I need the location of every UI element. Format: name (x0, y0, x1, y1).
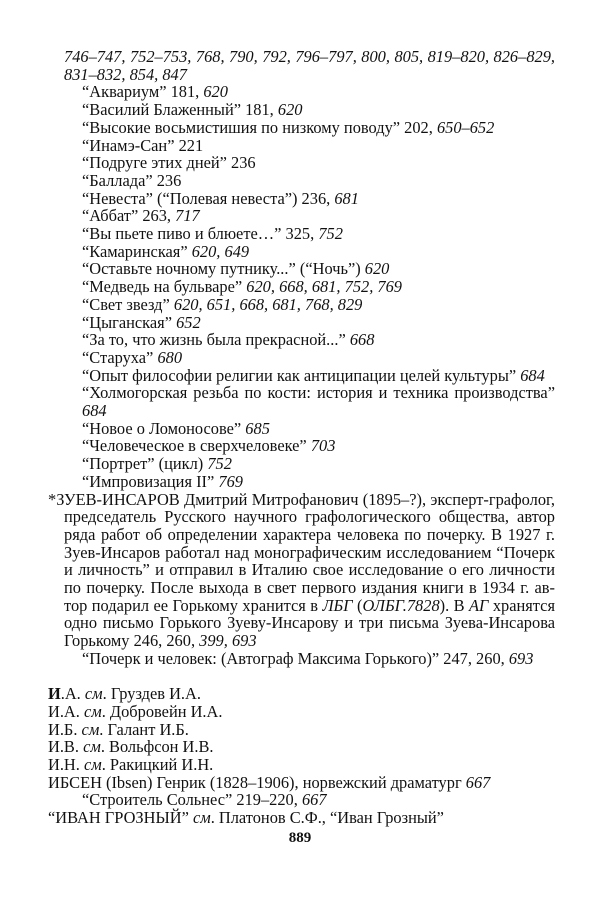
page-reference-italic: 684 (82, 401, 107, 420)
index-text: и личность” и отправил в Италию свое исследование о его личности (64, 560, 555, 580)
index-text: ряда работ об определении характера человека по почерку. В 1927 г. (64, 524, 555, 544)
index-text: “Опыт философии религии как антиципации целей культуры” (82, 365, 521, 385)
index-text: “Василий Блаженный” 181, (82, 100, 278, 120)
index-line (48, 668, 555, 685)
index-line (82, 473, 555, 490)
index-text: председатель Русского научного графологического общества, автор (64, 507, 555, 527)
index-text: И.Н. (48, 755, 84, 774)
index-line (82, 225, 555, 242)
index-line (64, 579, 555, 596)
index-text: . Галант И.Б. (99, 719, 189, 739)
index-text: *ЗУЕВ-ИНСАРОВ Дмитрий Митрофанович (1895–?), эксперт-графолог, (48, 489, 555, 509)
page-reference-italic: 620, 649 (191, 241, 250, 261)
page-reference-italic: см (83, 737, 101, 757)
index-text: Горькому 246, 260, (64, 631, 200, 651)
index-line (48, 738, 555, 755)
index-text: ИБСЕН (Ibsen) Генрик (1828–1906), норвежский драматург (48, 772, 466, 792)
index-text: . Добровейн И.А. (101, 701, 223, 721)
index-text: Зуев-Инсаров работал над монографическим исследованием “Почерк (64, 542, 555, 562)
index-text: “Старуха” (82, 347, 158, 367)
page-reference-italic: 652 (176, 312, 201, 332)
index-line (82, 437, 555, 454)
page-reference-italic: 831–832, 854, 847 (64, 64, 187, 84)
index-line (82, 349, 555, 366)
index-line (64, 597, 555, 614)
index-line (64, 544, 555, 561)
index-line (48, 685, 555, 702)
index-line (64, 632, 555, 649)
index-line (64, 48, 555, 65)
page-reference-italic: 667 (301, 790, 327, 810)
page-reference-italic: 685 (245, 418, 270, 438)
index-text: . Вольфсон И.В. (100, 737, 214, 757)
index-text: хранятся (488, 595, 555, 615)
index-text: “Невеста” (“Полевая невеста”) 236, (82, 188, 335, 208)
index-text: “Инамэ-Сан” 221 (82, 135, 204, 155)
index-line (82, 331, 555, 348)
index-line (82, 260, 555, 277)
page-reference-italic: см (81, 719, 100, 739)
index-line (82, 172, 555, 189)
index-text: “ИВАН ГРОЗНЫЙ” (48, 808, 193, 828)
index-text: . Ракицкий И.Н. (101, 755, 214, 774)
page-reference-italic: 668 (349, 330, 375, 350)
index-line (64, 66, 555, 83)
page-reference-italic: 680 (157, 347, 183, 367)
index-text: “Баллада” 236 (82, 170, 182, 190)
index-line (64, 508, 555, 525)
page-reference-italic: см (84, 684, 103, 704)
page-reference-italic: ОЛБГ.7828 (362, 595, 440, 615)
index-line (48, 774, 555, 791)
index-line (82, 137, 555, 154)
index-line (82, 420, 555, 437)
index-line (82, 791, 555, 808)
index-line (82, 314, 555, 331)
page-reference-italic: см (192, 808, 211, 828)
page-reference-italic: см (83, 755, 102, 774)
index-line (82, 154, 555, 171)
page-reference-italic: 769 (218, 471, 243, 491)
index-line (82, 296, 555, 313)
page-reference-italic: см (83, 701, 102, 721)
index-line (82, 402, 555, 419)
page-reference-italic: 681 (334, 188, 359, 208)
index-line (48, 809, 555, 826)
page-reference-italic: 746–747, 752–753, 768, 790, 792, 796–797, 800, 805, 819–820, 826–829, (64, 47, 555, 66)
index-line (48, 491, 555, 508)
index-text: “Человеческое в сверхчеловеке” (82, 436, 311, 456)
index-line (82, 207, 555, 224)
page-reference-italic: 703 (310, 436, 336, 456)
index-text: “Новое о Ломоносове” (82, 418, 246, 438)
index-text: ( (352, 595, 363, 615)
index-text: “Медведь на бульваре” (82, 277, 247, 297)
page-reference-italic: 752 (318, 224, 343, 243)
index-line (82, 101, 555, 118)
page-reference-italic: ЛБГ (322, 595, 353, 615)
index-text: “Подруге этих дней” 236 (82, 153, 256, 173)
index-text: “Портрет” (цикл) (82, 454, 208, 474)
index-text: “Камаринская” (82, 241, 192, 261)
index-line (48, 703, 555, 720)
index-text: И.В. (48, 737, 84, 757)
page-number: 889 (288, 830, 312, 846)
index-line (82, 119, 555, 136)
index-text: “Холмогорская резьба по кости: история и техника производства” (82, 383, 555, 403)
index-text: “Высокие восьмистишия по низкому поводу” 202, (82, 117, 437, 137)
page-reference-italic: 620 (277, 100, 303, 120)
index-line (82, 367, 555, 384)
page-reference-italic: 717 (175, 206, 200, 226)
index-text: “Почерк и человек: (Автограф Максима Горького)” 247, 260, (82, 648, 509, 668)
index-line (64, 561, 555, 578)
index-text: “Оставьте ночному путнику...” (“Ночь”) (82, 259, 365, 279)
index-text: “Свет звезд” (82, 294, 174, 314)
index-line (82, 83, 555, 100)
index-text: тор подарил ее Горькому хранится в (64, 595, 323, 615)
page-reference-italic: 667 (465, 772, 491, 792)
page-reference-italic: 620, 668, 681, 752, 769 (246, 277, 402, 297)
index-text: И.А. (48, 701, 84, 721)
index-line (48, 756, 555, 773)
index-line (64, 526, 555, 543)
index-text: “Импровизация II” (82, 471, 219, 491)
index-text: “Строитель Сольнес” 219–220, (82, 790, 302, 810)
index-text: . Груздев И.А. (102, 684, 201, 704)
page-reference-italic: 620 (364, 259, 390, 279)
index-text: . Платонов С.Ф., “Иван Грозный” (210, 808, 444, 828)
index-line (82, 190, 555, 207)
page-reference-italic: 620, 651, 668, 681, 768, 829 (173, 294, 363, 314)
index-line (82, 384, 555, 401)
index-line (82, 650, 555, 667)
index-line (82, 243, 555, 260)
index-line (82, 278, 555, 295)
index-text: И.Б. (48, 719, 82, 739)
index-text: “Аббат” 263, (82, 206, 176, 226)
page-reference-italic: 620 (203, 82, 228, 102)
index-text: по почерку. После выхода в свет первого издания книги в 1934 г. ав- (64, 578, 555, 597)
index-text: “Вы пьете пиво и блюете…” 325, (82, 224, 319, 243)
page-reference-italic: АГ (469, 595, 489, 615)
index-line (48, 721, 555, 738)
index-text: “За то, что жизнь была прекрасной...” (82, 330, 350, 350)
index-text: ). В (439, 595, 470, 615)
index-text: И (48, 684, 61, 704)
page-reference-italic: 693 (508, 648, 534, 668)
index-text: одно письмо Горького Зуеву-Инсарову и три письма Зуева-Инсарова (64, 613, 555, 633)
page-reference-italic: 399, 693 (199, 631, 257, 651)
index-text: “Цыганская” (82, 312, 177, 332)
page-reference-italic: 752 (207, 454, 232, 474)
index-line (64, 614, 555, 631)
index-line (82, 455, 555, 472)
index-text: .А. (60, 684, 85, 704)
page-reference-italic: 650–652 (436, 117, 495, 137)
page-reference-italic: 684 (520, 365, 545, 385)
index-text: “Аквариум” 181, (82, 82, 204, 102)
